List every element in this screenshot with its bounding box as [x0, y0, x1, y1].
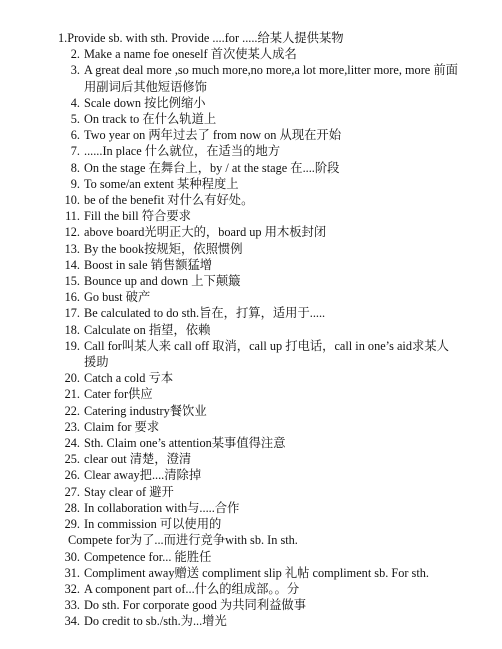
list-item — [58, 257, 458, 273]
list-item-text: Call for叫某人来 call off 取消，call up 打电话，call in one’s aid求某人援助 — [84, 338, 449, 370]
list-item-number: 9. — [70, 176, 80, 191]
list-item-text: Compete for为了...而进行竞争with sb. In sth. — [68, 533, 298, 548]
list-item-number: 21. — [64, 387, 80, 402]
list-item — [58, 419, 458, 435]
list-item — [58, 565, 458, 581]
list-item — [58, 241, 458, 257]
list-item — [58, 597, 458, 613]
list-item-number: 17. — [64, 306, 80, 321]
list-item-number: 15. — [64, 274, 80, 289]
list-item — [58, 224, 458, 240]
list-item — [58, 95, 458, 111]
list-item-number: 30. — [64, 549, 80, 564]
list-item-text: In collaboration with与.....合作 — [84, 500, 240, 515]
list-item-number: 19. — [64, 338, 80, 353]
list-item-text: Catering industry餐饮业 — [84, 403, 207, 418]
list-item — [58, 46, 458, 62]
list-item — [58, 192, 458, 208]
list-item-text: Boost in sale 销售额猛增 — [84, 257, 213, 272]
list-item-text: Cater for供应 — [84, 387, 153, 402]
list-item-text: Provide sb. with sth. Provide ....for .....给某人提供某物 — [67, 31, 344, 45]
list-item-text: Competence for... 能胜任 — [84, 549, 212, 564]
list-item-text: ......In place 什么就位，在适当的地方 — [84, 144, 281, 159]
list-item-text: Bounce up and down 上下颠簸 — [84, 274, 241, 289]
list-item-text: To some/an extent 某种程度上 — [84, 176, 239, 191]
list-item-number: 11. — [65, 209, 80, 224]
list-item-number: 18. — [64, 322, 80, 337]
list-item — [58, 273, 458, 289]
list-item — [58, 549, 458, 565]
list-item-number: 14. — [64, 257, 80, 272]
list-item-number: 5. — [70, 112, 80, 127]
list-item — [58, 338, 458, 370]
list-item-number: 24. — [64, 436, 80, 451]
list-item — [58, 403, 458, 419]
list-item — [58, 613, 458, 629]
list-item-text: clear out 清楚，澄清 — [84, 452, 192, 467]
list-item-number: 31. — [64, 565, 80, 580]
list-item-text: In commission 可以使用的 — [84, 517, 222, 532]
list-item-text: A component part of...什么的组成部。。分 — [84, 581, 300, 596]
list-item — [58, 111, 458, 127]
list-item-number: 28. — [64, 500, 80, 515]
list-item-number: 8. — [70, 160, 80, 175]
list-item-number: 23. — [64, 419, 80, 434]
list-item-text: be of the benefit 对什么有好处。 — [84, 193, 254, 208]
list-item — [58, 484, 458, 500]
list-item-text: Make a name foe oneself 首次使某人成名 — [84, 47, 297, 62]
list-item-text: Do sth. For corporate good 为共同利益做事 — [84, 598, 307, 613]
list-item — [58, 322, 458, 338]
list-item-number: 26. — [64, 468, 80, 483]
list-item — [58, 516, 458, 532]
list-item-text: Stay clear of 避开 — [84, 484, 174, 499]
list-item — [58, 532, 458, 548]
list-item — [58, 160, 458, 176]
list-item-number: 29. — [64, 517, 80, 532]
list-item-text: Calculate on 指望，依赖 — [84, 322, 211, 337]
list-item-number: 33. — [64, 598, 80, 613]
list-item-text: On track to 在什么轨道上 — [84, 112, 217, 127]
phrase-list — [58, 30, 458, 630]
list-item — [58, 127, 458, 143]
list-item — [58, 30, 458, 46]
list-item-text: Two year on 两年过去了 from now on 从现在开始 — [84, 128, 342, 143]
list-item-text: above board光明正大的，board up 用木板封闭 — [84, 225, 327, 240]
list-item-number: 16. — [64, 290, 80, 305]
list-item-number: 7. — [70, 144, 80, 159]
list-item-text: Go bust 破产 — [84, 290, 151, 305]
list-item-number: 10. — [64, 193, 80, 208]
list-item-text: Clear away把....清除掉 — [84, 468, 202, 483]
list-item-text: Claim for 要求 — [84, 419, 160, 434]
list-item-number: 34. — [64, 614, 80, 629]
list-item-number: 25. — [64, 452, 80, 467]
list-item-text: By the book按规矩，依照惯例 — [84, 241, 243, 256]
list-item-text: Catch a cold 亏本 — [84, 371, 174, 386]
list-item-text: Scale down 按比例缩小 — [84, 95, 206, 110]
list-item-number: 4. — [70, 95, 80, 110]
list-item-text: Compliment away赠送 compliment slip 礼帖 compliment sb. For sth. — [84, 565, 429, 580]
list-item-text: Sth. Claim one’s attention某事值得注意 — [84, 436, 286, 451]
list-item — [58, 451, 458, 467]
list-item — [58, 305, 458, 321]
list-item — [58, 143, 458, 159]
list-item-text: A great deal more ,so much more,no more,a lot more,litter more, more 前面用副词后其他短语修饰 — [84, 63, 458, 94]
list-item — [58, 208, 458, 224]
list-item — [58, 581, 458, 597]
list-item-text: Fill the bill 符合要求 — [84, 209, 191, 224]
list-item-text: On the stage 在舞台上，by / at the stage 在....阶段 — [84, 160, 340, 175]
list-item-number: 20. — [64, 371, 80, 386]
list-item — [58, 467, 458, 483]
list-item-number: 1. — [58, 31, 68, 45]
list-item-text: Be calculated to do sth.旨在，打算，适用于..... — [84, 306, 326, 321]
list-item-number: 6. — [70, 128, 80, 143]
list-item — [58, 500, 458, 516]
list-item-number: 3. — [70, 63, 80, 78]
list-item-number: 13. — [64, 241, 80, 256]
list-item — [58, 435, 458, 451]
list-item — [58, 289, 458, 305]
list-item — [58, 176, 458, 192]
list-item-number: 32. — [64, 581, 80, 596]
list-item — [58, 386, 458, 402]
list-item — [58, 62, 458, 94]
list-item-number: 27. — [64, 484, 80, 499]
list-item-text: Do credit to sb./sth.为...增光 — [84, 614, 227, 629]
list-item-number: 2. — [70, 47, 80, 62]
list-item — [58, 370, 458, 386]
list-item-number: 22. — [64, 403, 80, 418]
list-item-number: 12. — [64, 225, 80, 240]
